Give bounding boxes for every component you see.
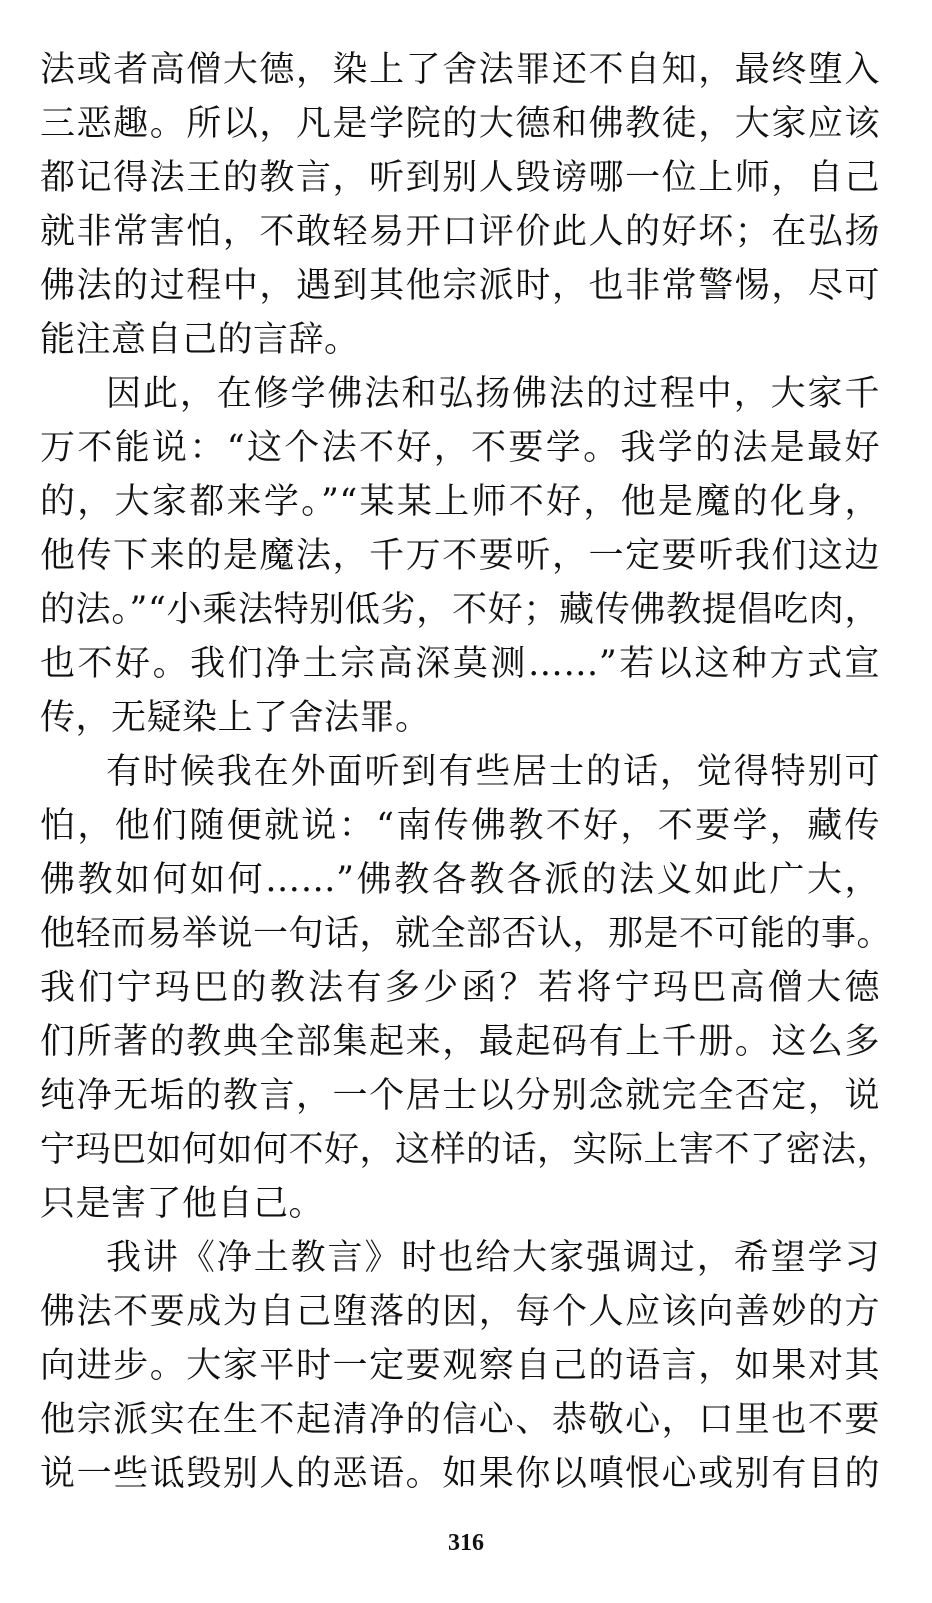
text-line-6: 能注意自己的言辞。 — [40, 320, 360, 360]
text-line-16: 佛教如何如何……”佛教各教各派的法义如此广大， — [40, 860, 880, 900]
text-line-22: 只是害了他自己。 — [40, 1184, 325, 1224]
paragraph-2-first-line: 因此，在修学佛法和弘扬佛法的过程中，大家千 — [106, 374, 880, 414]
text-line-3: 都记得法王的教言，听到别人毁谤哪一位上师，自己 — [40, 158, 880, 198]
text-line-26: 他宗派实在生不起清净的信心、恭敬心，口里也不要 — [40, 1400, 880, 1440]
text-line-2: 三恶趣。所以，凡是学院的大德和佛教徒，大家应该 — [40, 104, 880, 144]
text-line-4: 就非常害怕，不敢轻易开口评价此人的好坏；在弘扬 — [40, 212, 880, 252]
text-line-20: 纯净无垢的教言，一个居士以分别念就完全否定，说 — [40, 1076, 880, 1116]
text-line-8: 万不能说：“这个法不好，不要学。我学的法是最好 — [40, 428, 880, 468]
text-line-17: 他轻而易举说一句话，就全部否认，那是不可能的事。 — [40, 914, 893, 954]
text-line-15: 怕，他们随便就说：“南传佛教不好，不要学，藏传 — [40, 806, 880, 846]
text-line-24: 佛法不要成为自己堕落的因，每个人应该向善妙的方 — [40, 1292, 880, 1332]
text-line-9: 的，大家都来学。”“某某上师不好，他是魔的化身， — [40, 482, 880, 522]
text-line-25: 向进步。大家平时一定要观察自己的语言，如果对其 — [40, 1346, 880, 1386]
text-line-5: 佛法的过程中，遇到其他宗派时，也非常警惕，尽可 — [40, 266, 880, 306]
text-line-27: 说一些诋毁别人的恶语。如果你以嗔恨心或别有目的 — [40, 1454, 880, 1494]
paragraph-4-first-line: 我讲《净土教言》时也给大家强调过，希望学习 — [106, 1238, 880, 1278]
text-line-11: 的法。”“小乘法特别低劣，不好；藏传佛教提倡吃肉， — [40, 590, 880, 630]
text-line-13: 传，无疑染上了舍法罪。 — [40, 698, 431, 738]
text-line-21: 宁玛巴如何如何不好，这样的话，实际上害不了密法， — [40, 1130, 893, 1170]
text-line-12: 也不好。我们净土宗高深莫测……”若以这种方式宣 — [40, 644, 880, 684]
text-line-1: 法或者高僧大德，染上了舍法罪还不自知，最终堕入 — [40, 50, 880, 90]
text-line-19: 们所著的教典全部集起来，最起码有上千册。这么多 — [40, 1022, 880, 1062]
text-line-18: 我们宁玛巴的教法有多少函？若将宁玛巴高僧大德 — [40, 968, 880, 1008]
paragraph-3-first-line: 有时候我在外面听到有些居士的话，觉得特别可 — [106, 752, 880, 792]
page-number: 316 — [448, 1530, 484, 1556]
text-line-10: 他传下来的是魔法，千万不要听，一定要听我们这边 — [40, 536, 880, 576]
